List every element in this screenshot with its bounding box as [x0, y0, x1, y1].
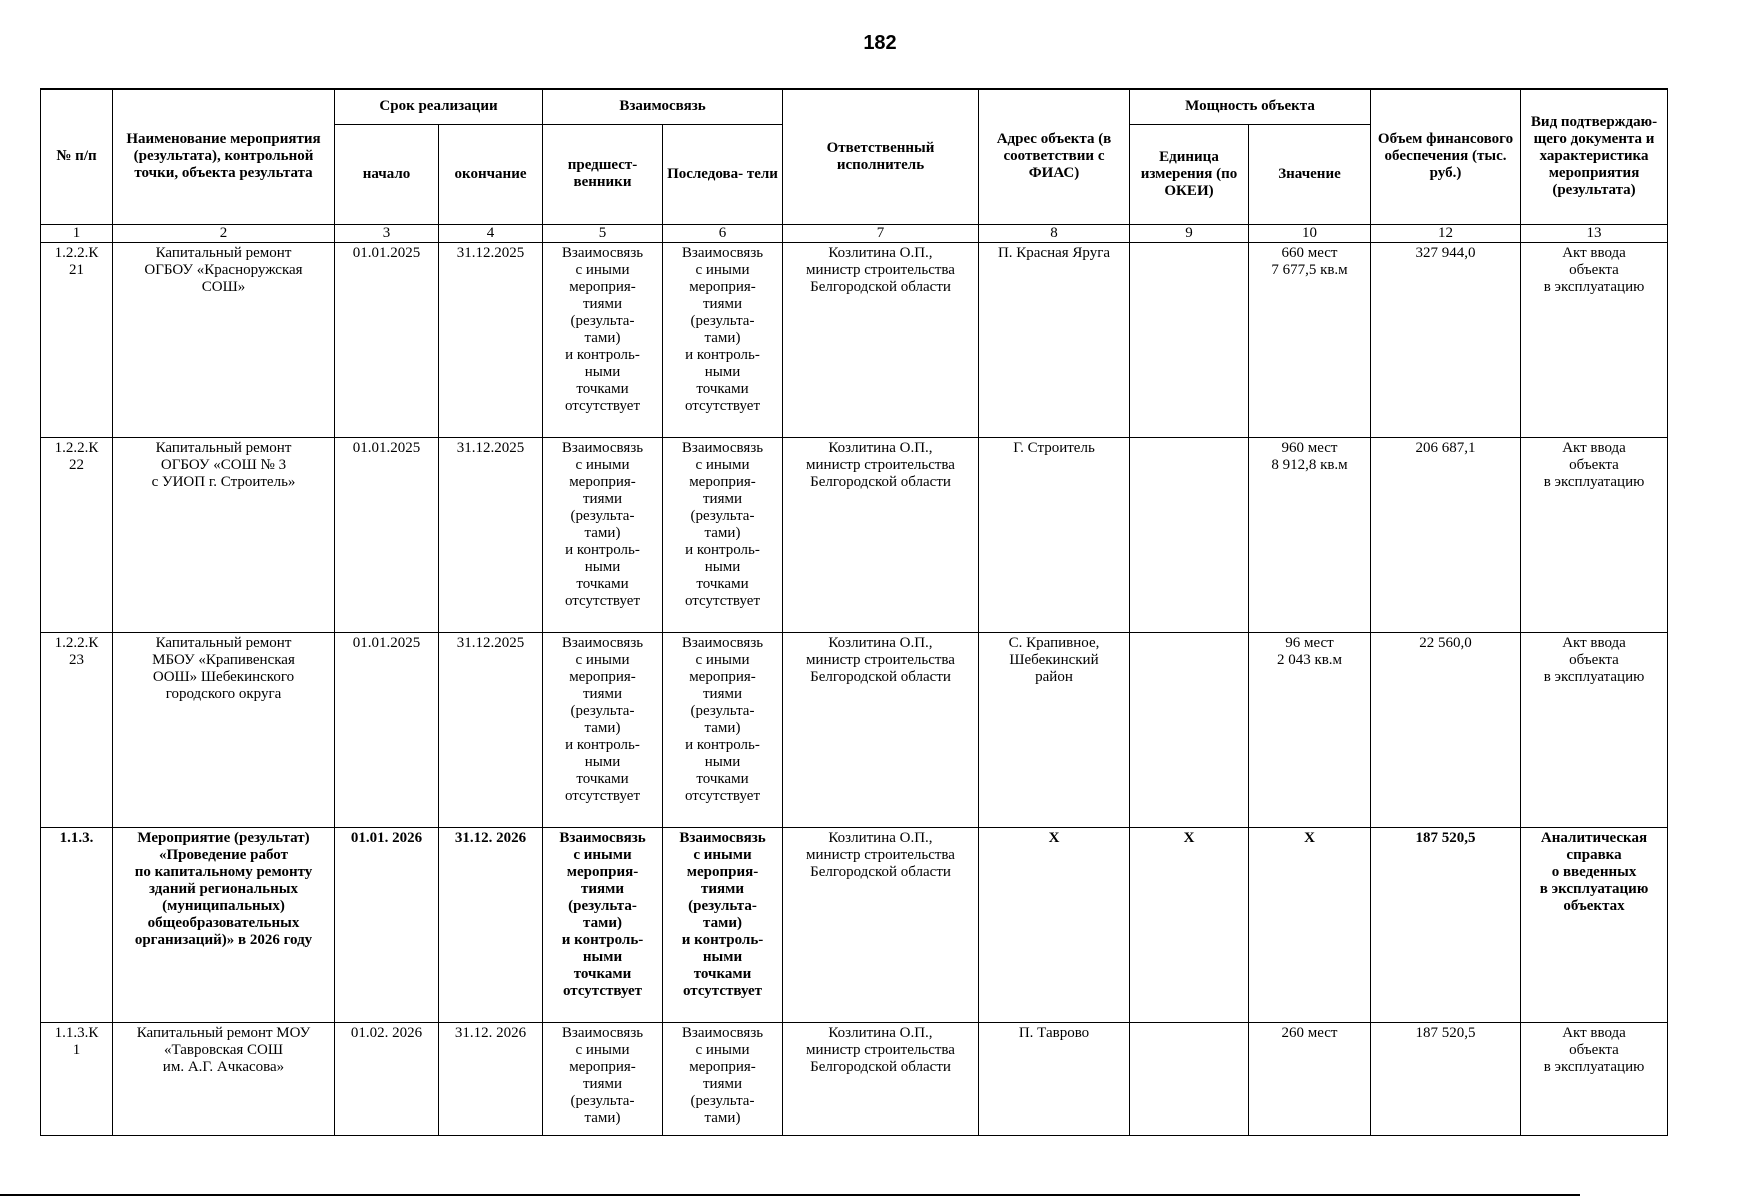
- cell-finance: 206 687,1: [1371, 437, 1521, 632]
- cell-address: Г. Строитель: [979, 437, 1130, 632]
- column-number: 7: [783, 224, 979, 242]
- column-number: 10: [1249, 224, 1371, 242]
- cell-next: Взаимосвязь с иными мероприя- тиями (результа- тами) и контроль- ными точками отсутствует: [663, 437, 783, 632]
- cell-start: 01.01.2025: [335, 437, 439, 632]
- cell-doc: Аналитическая справка о введенных в эксплуатацию объектах: [1521, 827, 1668, 1022]
- cell-finance: 327 944,0: [1371, 242, 1521, 437]
- cell-value: 960 мест 8 912,8 кв.м: [1249, 437, 1371, 632]
- cell-end: 31.12.2025: [439, 437, 543, 632]
- cell-num: 1.2.2.К 21: [41, 242, 113, 437]
- cell-value: X: [1249, 827, 1371, 1022]
- cell-start: 01.02. 2026: [335, 1022, 439, 1135]
- cell-value: 96 мест 2 043 кв.м: [1249, 632, 1371, 827]
- activities-table: [40, 88, 1668, 1136]
- cell-start: 01.01. 2026: [335, 827, 439, 1022]
- cell-doc: Акт ввода объекта в эксплуатацию: [1521, 242, 1668, 437]
- cell-name: Капитальный ремонт ОГБОУ «Красноружская СОШ»: [113, 242, 335, 437]
- cell-finance: 187 520,5: [1371, 827, 1521, 1022]
- cell-responsible: Козлитина О.П., министр строительства Белгородской области: [783, 242, 979, 437]
- cell-finance: 22 560,0: [1371, 632, 1521, 827]
- column-number: 8: [979, 224, 1130, 242]
- cell-address: П. Таврово: [979, 1022, 1130, 1135]
- column-number: 1: [41, 224, 113, 242]
- column-number: 5: [543, 224, 663, 242]
- table-row-result: [41, 827, 1668, 1022]
- cell-doc: Акт ввода объекта в эксплуатацию: [1521, 632, 1668, 827]
- cell-responsible: Козлитина О.П., министр строительства Белгородской области: [783, 437, 979, 632]
- cell-end: 31.12.2025: [439, 632, 543, 827]
- header-link: Взаимосвязь: [543, 89, 783, 124]
- table-row: [41, 1022, 1668, 1135]
- cell-num: 1.1.3.К 1: [41, 1022, 113, 1135]
- footer-divider: [0, 1194, 1580, 1196]
- cell-finance: 187 520,5: [1371, 1022, 1521, 1135]
- cell-prev: Взаимосвязь с иными мероприя- тиями (результа- тами) и контроль- ными точками отсутствует: [543, 242, 663, 437]
- column-number: 2: [113, 224, 335, 242]
- header-term-end: окончание: [439, 124, 543, 224]
- column-number: 4: [439, 224, 543, 242]
- header-term-start: начало: [335, 124, 439, 224]
- header-capacity-value: Значение: [1249, 124, 1371, 224]
- table-row: [41, 242, 1668, 437]
- cell-end: 31.12.2025: [439, 242, 543, 437]
- cell-prev: Взаимосвязь с иными мероприя- тиями (результа- тами) и контроль- ными точками отсутствует: [543, 632, 663, 827]
- cell-next: Взаимосвязь с иными мероприя- тиями (результа- тами) и контроль- ными точками отсутствует: [663, 827, 783, 1022]
- cell-unit: [1130, 632, 1249, 827]
- header-finance: Объем финансового обеспечения (тыс. руб.): [1371, 89, 1521, 224]
- cell-start: 01.01.2025: [335, 632, 439, 827]
- cell-unit: X: [1130, 827, 1249, 1022]
- cell-prev: Взаимосвязь с иными мероприя- тиями (результа- тами): [543, 1022, 663, 1135]
- cell-responsible: Козлитина О.П., министр строительства Белгородской области: [783, 827, 979, 1022]
- cell-address: X: [979, 827, 1130, 1022]
- column-number: 6: [663, 224, 783, 242]
- page-number: 182: [863, 32, 897, 54]
- cell-responsible: Козлитина О.П., министр строительства Белгородской области: [783, 632, 979, 827]
- cell-next: Взаимосвязь с иными мероприя- тиями (результа- тами) и контроль- ными точками отсутствует: [663, 632, 783, 827]
- table-row: [41, 437, 1668, 632]
- cell-name: Мероприятие (результат) «Проведение работ по капитальному ремонту зданий региональных (муниципальных) общеобразовательных организаций)» в 2026 году: [113, 827, 335, 1022]
- table-row: [41, 632, 1668, 827]
- cell-value: 660 мест 7 677,5 кв.м: [1249, 242, 1371, 437]
- header-link-prev: предшест- венники: [543, 124, 663, 224]
- column-number: 12: [1371, 224, 1521, 242]
- cell-name: Капитальный ремонт ОГБОУ «СОШ № 3 с УИОП г. Строитель»: [113, 437, 335, 632]
- cell-num: 1.2.2.К 23: [41, 632, 113, 827]
- cell-next: Взаимосвязь с иными мероприя- тиями (результа- тами): [663, 1022, 783, 1135]
- cell-address: П. Красная Яруга: [979, 242, 1130, 437]
- header-num: № п/п: [41, 89, 113, 224]
- header-term: Срок реализации: [335, 89, 543, 124]
- cell-end: 31.12. 2026: [439, 1022, 543, 1135]
- column-numbers-row: [41, 224, 1668, 242]
- cell-address: С. Крапивное, Шебекинский район: [979, 632, 1130, 827]
- column-number: 3: [335, 224, 439, 242]
- cell-start: 01.01.2025: [335, 242, 439, 437]
- cell-doc: Акт ввода объекта в эксплуатацию: [1521, 1022, 1668, 1135]
- cell-name: Капитальный ремонт МОУ «Тавровская СОШ им. А.Г. Ачкасова»: [113, 1022, 335, 1135]
- cell-num: 1.2.2.К 22: [41, 437, 113, 632]
- header-capacity-unit: Единица измерения (по ОКЕИ): [1130, 124, 1249, 224]
- header-capacity: Мощность объекта: [1130, 89, 1371, 124]
- cell-end: 31.12. 2026: [439, 827, 543, 1022]
- cell-name: Капитальный ремонт МБОУ «Крапивенская ООШ» Шебекинского городского округа: [113, 632, 335, 827]
- cell-num: 1.1.3.: [41, 827, 113, 1022]
- cell-next: Взаимосвязь с иными мероприя- тиями (результа- тами) и контроль- ными точками отсутствует: [663, 242, 783, 437]
- header-responsible: Ответственный исполнитель: [783, 89, 979, 224]
- cell-prev: Взаимосвязь с иными мероприя- тиями (результа- тами) и контроль- ными точками отсутствует: [543, 437, 663, 632]
- header-address: Адрес объекта (в соответствии с ФИАС): [979, 89, 1130, 224]
- cell-unit: [1130, 1022, 1249, 1135]
- column-number: 13: [1521, 224, 1668, 242]
- cell-unit: [1130, 242, 1249, 437]
- cell-value: 260 мест: [1249, 1022, 1371, 1135]
- cell-unit: [1130, 437, 1249, 632]
- cell-responsible: Козлитина О.П., министр строительства Белгородской области: [783, 1022, 979, 1135]
- cell-prev: Взаимосвязь с иными мероприя- тиями (результа- тами) и контроль- ными точками отсутствует: [543, 827, 663, 1022]
- column-number: 9: [1130, 224, 1249, 242]
- header-doc: Вид подтверждаю- щего документа и характеристика мероприятия (результата): [1521, 89, 1668, 224]
- header-link-next: Последова- тели: [663, 124, 783, 224]
- header-name: Наименование мероприятия (результата), контрольной точки, объекта результата: [113, 89, 335, 224]
- cell-doc: Акт ввода объекта в эксплуатацию: [1521, 437, 1668, 632]
